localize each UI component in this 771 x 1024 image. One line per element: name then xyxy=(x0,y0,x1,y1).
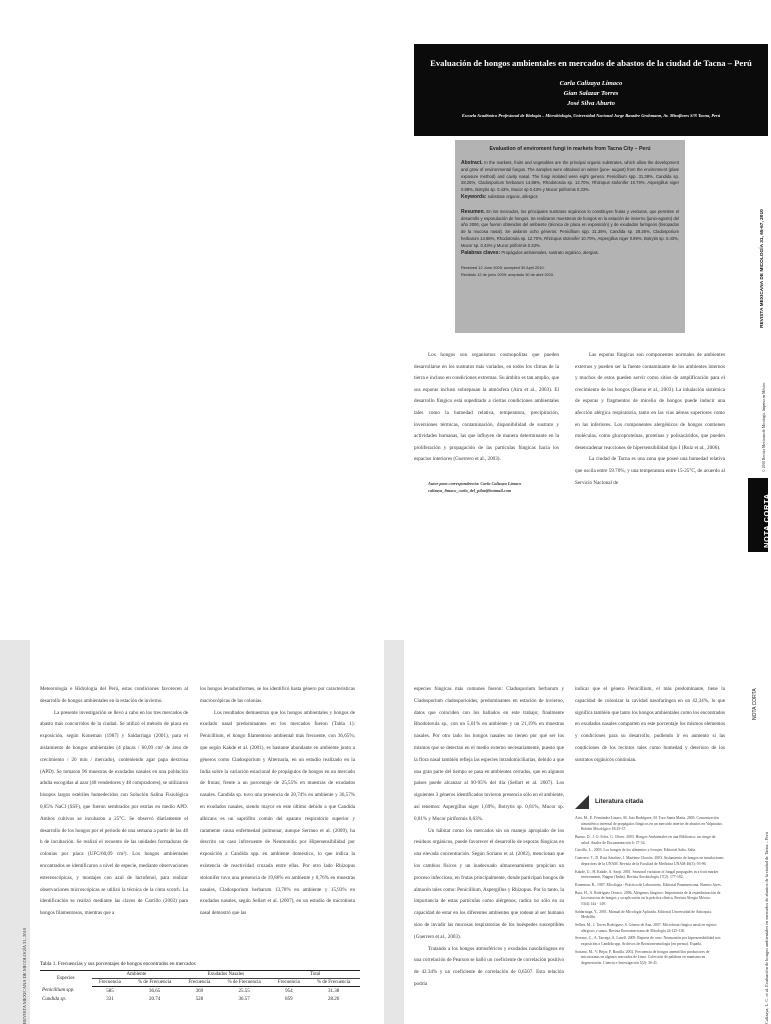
body-paragraph: Tratando a los hongos atmosféricos y exudados nasofaríngeos en una correlación de Pearson se halló un coeficiente de correlación positivo de 42.34% y un coeficiente de correlación de 0,6507. Esta relación podría xyxy=(414,945,564,987)
body-paragraph: Los hongos son organismos cosmopolitas que pueden desarrollarse en los sustratos más variados, en todos los climas de la tierra e incluso en condiciones extremas. Su ámbito es tan amplio, que sus esporas incluso sobrepasan la atmósfera (Aira et al., 2003). El desarrollo fúngico está supeditado a ciertas condiciones ambientales tales como la humedad relativa, temperatura, precipitación, inversiones térmicas, contaminación, disponibilidad de sustrato y actividades humanas, las que influyen de manera determinante en la proliferación y propagación de las partículas fúngicas hacia los espacios interiores (Guerrero et al., 2003). xyxy=(414,352,559,463)
body-paragraph: indicar que el género Penicillium, el más predominante, tiene la capacidad de colonizar la cavidad nasofaríngea en un 42,34%, lo que significa también que tanto los hongos ambientales como los encontrados en exudados nasales comparten en este porcentaje los mismos elementos y condiciones para su desarrollo, pudiendo ir en aumento si las condiciones de los recintos tales como humedad y deterioro de los sustratos orgánicos continúan. xyxy=(575,686,725,763)
body-paragraph: La presente investigación se llevó a cabo en los tres mercados de abasto más concurridos de la ciudad. Se utilizó el método de placa en exposición, según Koneman (1987) y Saldarriaga (2001), para el aislamiento de hongos ambientales (4 placas / 60,09 cm² de área de crecimiento / 20 min / mercado), conteniendo agar papa dextrosa (APD). Se tomaron 96 muestras de exudados nasales en una población adulta escogidas al azar (48 vendedores y 48 compradores), se utilizaron hisopos largos estériles humedecidos con Solución Salina Fisiológica 0,85% NaCl (SSF), que fueron sembrados por estrías en medio APD. Ambos cultivos se incubaron a 25°C. Se observó diariamente el desarrollo de los hongos por el periodo de una semana a partir de las 48 h de incubación. Se realizó el recuento de las unidades formadoras de colonias por placa (UFC/60,09 cm²). Los hongos ambientales encontrados se identificaron a nivel de especie, mediante observaciones estereoscópicas, y montajes con azul de lactofenol, para realizar observaciones microscópicas se utilizó la técnica de la cinta scotch. La identificación se realizó mediante las claves de Carrillo (2003) para hongos filamentosos, mientras que a xyxy=(40,709,188,917)
palabras-label: Palabras claves: xyxy=(461,249,501,256)
english-title: Evaluation of enviroment fungi in markets from Tacna City – Perú xyxy=(489,146,651,152)
intro-right-column xyxy=(575,350,725,489)
table-cell: 369 xyxy=(195,988,204,994)
column-header: Especies xyxy=(40,971,92,987)
column-header: % de Frecuencia xyxy=(128,979,181,987)
frequency-table xyxy=(40,970,360,1003)
reference-item: Soriano, M., V. Bejar, P. Bonilla. 2002. Frecuencia de hongos anemófilos productores de micotoxinas en algunos mercados de Lima. Colección de palabras en manismo en degeneración. Ciencia e Investigación 5(2): 36-41. xyxy=(575,949,710,965)
species-cell: Penicillium spp. xyxy=(42,988,75,994)
article-running-head: Calizaya, L. C. et al. Evaluación de hongos ambientales en mercados de abastos de la ciudad de Tacna – Perú xyxy=(764,832,769,1024)
body-paragraph: La ciudad de Tacna es una zona que posee una humedad relativa que oscila entre 59.70%, y una temperatura entre 15-25°C, de acuerdo al Servicio Nacional de xyxy=(575,456,725,486)
table-cell: 31.38 xyxy=(327,988,340,994)
reference-item: Aira, M., E. Fernández Lázaro, M. Jato Rodríguez, M. Toro Santa María. 2003. Concentración atmosférica invernal de propágulos fúngicos en un mercado interior de abastos en Valparaíso. Boletín Micológico 18:29-37. xyxy=(575,816,723,832)
body-paragraph: los hongos levaduriformes, se los identificó hasta género por características macroscópicas de las colonias. xyxy=(200,686,355,704)
intro-left-column xyxy=(414,350,559,494)
author-name: José Silva Aburto xyxy=(567,100,615,107)
received-es: Recibido 12 de junio 2009; aceptado 30 de abril 2010. xyxy=(461,272,555,278)
column-header: % de Frecuencia xyxy=(307,979,360,987)
discussion-column xyxy=(414,684,564,991)
palabras-text: Propágulos ambientales, sustrato orgánico, alergias. xyxy=(501,249,599,255)
reference-list xyxy=(575,816,725,969)
table-cell: 331 xyxy=(106,996,114,1002)
author-name: Carla Calizaya Limaco xyxy=(559,80,623,87)
page-gutter xyxy=(384,640,404,1024)
methods-column xyxy=(40,684,188,920)
body-paragraph: Un hábitat como los mercados sin un manejo apropiado de los residuos orgánicos, puede favorecer el desarrollo de esporas fúngicas en una elevada concentración. Según Soriano et al. (2002), mencionan que los cambios físicos y un inadecuado almacenamiento propician un proceso infeccioso, en frutas principalmente, donde participan hongos de almacén tales como: Penicillium, Aspergillus y Rhizopus. Por lo tanto, la importancia de estas partículas como alérgenos, radica no sólo en su capacidad de estar en los diferentes ambientes que rodean al ser humano sino de invadir las mucosas respiratorias de los huéspedes susceptibles (Guerrero et al., 2003). xyxy=(414,827,564,940)
article-title: Evaluación de hongos ambientales en mercados de abastos de la ciudad de Tacna – Perú xyxy=(430,58,752,68)
received-dates xyxy=(461,264,679,278)
reference-item: Kakde, U., H. Kakde, A. Saoji. 2001. Seasonal variation of fungal propagules in a fruit market environment, Nagpur (India). Revista Aerobiología 17(2): 177-182. xyxy=(575,869,719,880)
abstract-label: Abstract. xyxy=(461,160,483,166)
abstract-paragraph xyxy=(461,160,679,201)
author-name: Gian Salazar Torres xyxy=(563,90,619,97)
reference-item: Ruiz, H., A. Rodríguez Orozco. 2006. Alérgenos fúngicos: Importancia de la estandarización de los extractos de hongos y su aplicación en la práctica clínica. Revista Alergia México 53(4):144 - 149. xyxy=(575,890,721,906)
body-paragraph: Las esporas fúngicas son componentes normales de ambientes externos y pueden ser la fuente contaminante de los ambientes internos y muchos de estos pueden servir como sitios de amplificación para el crecimiento de los hongos (Bueno et al., 2003). La inhalación sistémica de esporas y fragmentos de micelio de hongos puede inducir una afección alérgica respiratoria, tanto en las vías aéreas superiores como en las inferiores. Los componentes alergénicos de hongos contienen moléculas, como glucoproteínas, proteínas y polisacáridos, que pueden desencadenar reacciones de hipersensibilidad tipo I (Ruiz et al., 2006). xyxy=(575,352,725,451)
correspondence xyxy=(428,480,559,494)
reference-item: Sellart, M., J. Torres Rodríguez, S. Gómez de Ana. 2007. Microbiota fúngica nasal en sujetos alérgicos y sanos. Revista Iberoamericana de Micología 24:125-130. xyxy=(575,923,717,933)
group-header: Exudados Nasales xyxy=(181,971,270,979)
column-header: Frecuencia xyxy=(271,979,308,987)
reference-item: Koneman, R., 1987. Micología - Práctica de Laboratorio. Editorial Panamericana. Buenos Aires. xyxy=(575,882,722,887)
table-cell: 859 xyxy=(285,996,293,1002)
table-cell: 528 xyxy=(195,996,204,1002)
resumen-text: En los mercados, los principales sustratos orgánicos lo constituyen frutas y verduras, que permiten el desarrollo y esporulación de hongos. Se realizaron muestreos de hongos en la estación de invierno (junio-agosto) del año 2006, que fueron obtenidos del ambiente (técnica de placa en exposición) y de exudados faríngeos (hisopados de la mucosa nasal). Se aislaron ocho géneros: Penicillium spp. 31.38%, Candida sp. 28.26%, Cladosporium herbarum 14.88%, Rhodotorula sp. 12.70%, Rhizopus stolonifer 10.79%, Aspergillus niger 0.89%, Botrytis sp. 0.43%, Mucor sp. 0.43% y Mucor piriformis 0.33%. xyxy=(461,208,679,248)
nota-corta-label: NOTA CORTA xyxy=(752,688,758,720)
author-list xyxy=(414,79,768,109)
journal-running-head: REVISTA MEXICANA DE MICOLOGÍA 31, 65-67, 2010 xyxy=(760,209,765,328)
column-header: % de Frecuencia xyxy=(218,979,271,987)
body-paragraph: Meteorología e Hidrología del Perú, estas condiciones favorecen al desarrollo de hongos ambientales en la estación de invierno. xyxy=(40,686,188,704)
table-cell: 585 xyxy=(106,988,114,994)
table-caption: Tabla 1. Frecuencias y sus porcentajes de hongos encontrados en mercados xyxy=(40,961,196,967)
abstract-text: In the markets, fruits and vegetables are the principal organic substrates, which allow the development and grow of environmental fungus. The samples were obtained on winter (june- august) from the environment (plate exposure method) and cavity nasal. The fungi isolated were eight genera: Penicillium spp. 31.38%, Candida sp. 28.26%, Cladosporium herbarum 14.88%, Rhodotorula sp. 12.70%, Rhizopus stolonifer 10.79%, Aspergillus niger 0.89%, Botrytis sp. 0.43%, Mucor sp 0.43% y Mucor piriformis 0.33%. xyxy=(461,160,679,193)
affiliation: Escuela Académico Profesional de Biología – Microbiología, Universidad Nacional Jorge Basadre Grohmann, Av. Miraflores S/N Tacna, Perú xyxy=(461,113,721,118)
literature-heading xyxy=(575,795,725,809)
copyright-notice: © 2010 Revista Mexicana de Micología. Impresa en México xyxy=(762,382,766,472)
column-header: Frecuencia xyxy=(92,979,129,987)
triangle-icon xyxy=(575,795,589,809)
resumen-label: Resumen. xyxy=(461,208,485,215)
table-cell: 954 xyxy=(285,988,293,994)
conclusion-column xyxy=(575,684,725,767)
reference-item: Saldarriaga, Y., 2001. Manual de Micología Aplicada. Editorial Universidad de Antioquia. Medellín. xyxy=(575,909,712,920)
reference-item: Bueno, D., J. O. Silva, G. Oliver. 2003. Hongos Ambientales en una Biblioteca: un riesgo de salud. Anales de Documentación 6: 27-34. xyxy=(575,834,716,845)
species-cell: Candida sp. xyxy=(42,996,67,1002)
group-header: Ambiente xyxy=(92,971,181,979)
group-header: Total xyxy=(271,971,360,979)
page-2 xyxy=(0,640,768,1024)
reference-item: Carrillo, L., 2003. Los hongos de los alimentos y forrajes. Editorial Salta. Salta. xyxy=(575,848,697,853)
reference-item: Guerrero, T., D. Ruiz Sánchez, J. Martínez Chacón. 2003. Aislamiento de hongos en instalaciones deportivas de la UNAM. Revista de la Facultad de Medicina UNAM 46(3): 93-96. xyxy=(575,856,724,866)
table-row xyxy=(40,995,360,1003)
article-header xyxy=(414,44,768,136)
keywords-text: substrate organic, allergics xyxy=(487,193,538,199)
correspondence-email: calizaya_limaco_carla_del_pilar@hotmail.com xyxy=(428,487,512,493)
table-cell: 28.26 xyxy=(327,996,340,1002)
table-cell: 25.55 xyxy=(238,988,250,994)
table-cell: 36.65 xyxy=(149,988,161,994)
column-header: Frecuencia xyxy=(181,979,218,987)
table-cell: 36.57 xyxy=(238,996,250,1002)
results-column xyxy=(200,684,355,920)
correspondence-label: Autor para correspondencia: Carla Calizaya Limaco xyxy=(428,480,522,486)
reference-item: Serrano, C., A. Tarrega, A. Lusell. 2009. Reporte de caso: Neumonitis por hipersensibilidad tras exposición a Candida spp. Archivos de Bronconeumología (en prensa). España. xyxy=(575,936,721,946)
keywords-label: Keywords: xyxy=(461,193,487,200)
resumen-paragraph xyxy=(461,209,679,257)
abstract-box xyxy=(455,140,685,333)
body-paragraph: Los resultados demuestran que los hongos ambientales y hongos de exudado nasal predominantes en los mercados fueron (Tabla 1): Penicillium, el hongo filamentoso ambiental más frecuente, con 36,65%; que según Kakde et al. (2001), es bastante abundante en ambiente junto a géneros como Cladosporium y Alternaria, en un estudio realizado en la India sobre la variación estacional de propágulos de hongos en un mercado de frutas; frente a un porcentaje de 25,55% en muestras de exudados nasales. Candida sp. tuvo una presencia de 20,74% en ambiente y 36,57% en exudados nasales, siendo mayor en este último debido a que Candida albicans es un saprófito común del aparato respiratorio superior y raramente causa enfermedad pulmonar, aunque Serrano et al. (2009), ha descrito un caso infrecuente de Neumonitis por Hipersensibilidad por exposición a Candida spp. en ambiente doméstico, lo que indica la existencia de reactividad cruzada entre ellas. Por otro lado Rhizopus stolonifer tuvo una presencia de 19,86% en ambiente y 0,76% en muestras nasales, Cladosporium herbarum 13,78% en ambiente y 15,93% en exudados nasales, según Sellart et al. (2007), en un estudio de microbiota nasal demostró que las xyxy=(200,709,355,917)
table-cell: 20.74 xyxy=(149,996,161,1002)
received-en: Received 12 June 2009; accepted 30 April 2010. xyxy=(461,265,545,271)
body-paragraph: especies fúngicas más comunes fueron: Cladosporium herbarum y Cladosporium cladosporioides, predominantes en estación de invierno, datos que coinciden con los hallados en este trabajo; finalmente Rhodotorula sp., con un 5,01% en ambiente y un 21,19% en muestras nasales. Por otro lado los hongos nasales no tienen por qué ser los mismos que se detectan en el medio externo necesariamente, puesto que la flora nasal también refleja las especies intradomiciliarias, debido a que una gran parte del tiempo se pasa en ambientes cerrados, que en algunos países puede alcanzar al 90-95% del día (Sellart et al. 2007). Los siguientes 3 géneros identificados tuvieron presencia sólo en el ambiente, así tenemos: Aspergillus niger 1,69%, Botrytis sp. 0,81%, Mucor sp. 0,81% y Mucor piriformis 0,63%. xyxy=(414,686,564,822)
journal-running-head: REVISTA MEXICANA DE MICOLOGÍA 31, 2010 xyxy=(22,927,27,1024)
literature-heading-text: Literatura citada xyxy=(595,798,644,805)
nota-corta-tab: NOTA CORTA xyxy=(748,478,768,552)
table-row xyxy=(40,987,360,996)
